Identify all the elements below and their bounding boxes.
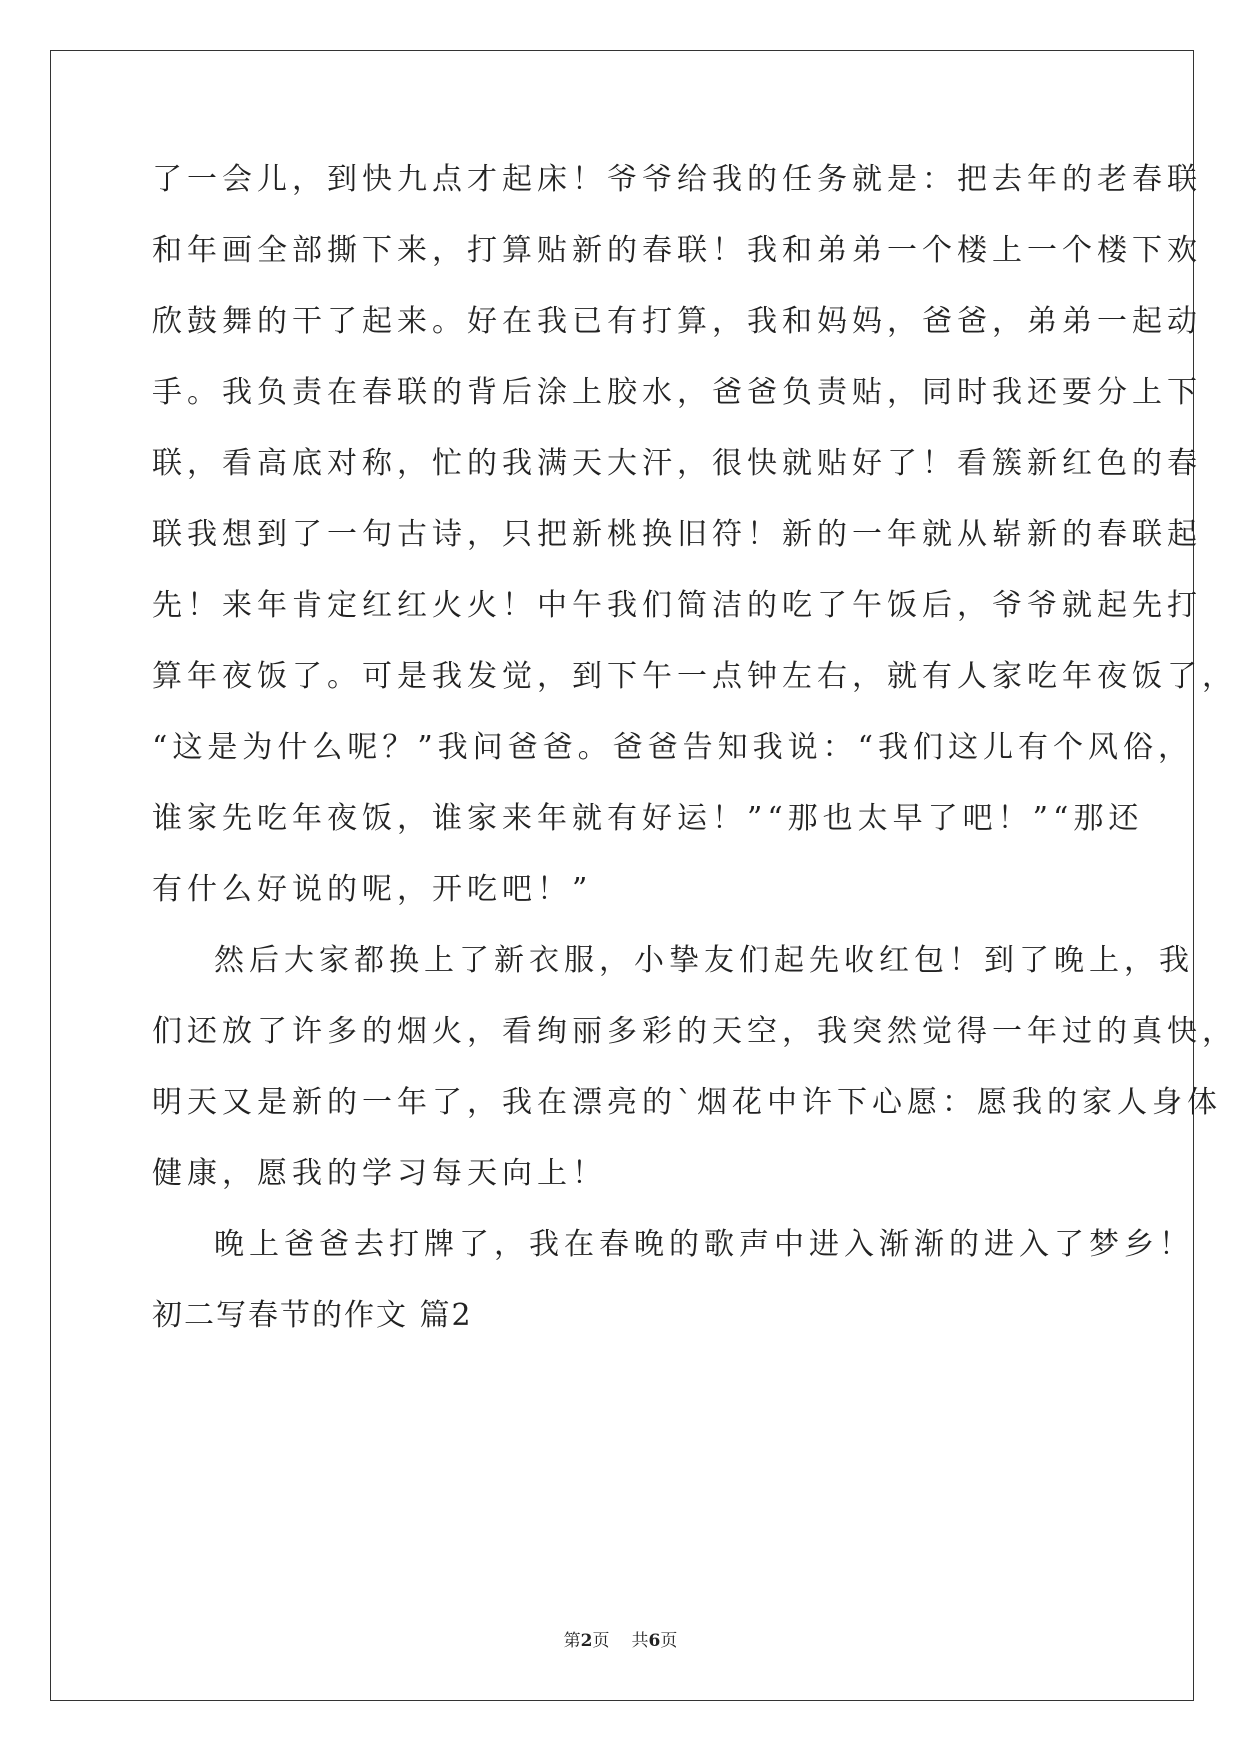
page-footer (0, 1629, 1241, 1653)
footer-total-prefix: 共 (631, 1631, 649, 1651)
footer-page-suffix: 页 (592, 1631, 610, 1651)
section-heading: 初二写春节的作文 篇2 (152, 1298, 473, 1333)
text-line: 了一会儿，到快九点才起床！爷爷给我的任务就是：把去年的老春联 (152, 162, 1202, 197)
footer-page-prefix: 第 (563, 1631, 581, 1651)
text-line: 明天又是新的一年了，我在漂亮的`烟花中许下心愿：愿我的家人身体 (152, 1085, 1222, 1120)
text-line: 健康，愿我的学习每天向上！ (152, 1156, 607, 1191)
text-line: 谁家先吃年夜饭，谁家来年就有好运！”“那也太早了吧！”“那还 (152, 801, 1144, 836)
footer-total-suffix: 页 (660, 1631, 678, 1651)
paragraph-first-line: 然后大家都换上了新衣服，小挚友们起先收红包！到了晚上，我 (214, 943, 1194, 978)
text-line: 手。我负责在春联的背后涂上胶水，爸爸负责贴，同时我还要分上下 (152, 375, 1202, 410)
text-line: 有什么好说的呢，开吃吧！” (152, 872, 593, 907)
footer-total-pages: 6 (648, 1631, 661, 1651)
text-line: 算年夜饭了。可是我发觉，到下午一点钟左右，就有人家吃年夜饭了， (152, 659, 1237, 694)
text-line: 欣鼓舞的干了起来。好在我已有打算，我和妈妈，爸爸，弟弟一起动 (152, 304, 1202, 339)
text-line: 们还放了许多的烟火，看绚丽多彩的天空，我突然觉得一年过的真快， (152, 1014, 1237, 1049)
footer-page-number: 2 (580, 1631, 593, 1651)
text-line: “这是为什么呢？”我问爸爸。爸爸告知我说：“我们这儿有个风俗， (152, 730, 1194, 765)
text-line: 联我想到了一句古诗，只把新桃换旧符！新的一年就从崭新的春联起 (152, 517, 1202, 552)
text-line: 先！来年肯定红红火火！中午我们简洁的吃了午饭后，爷爷就起先打 (152, 588, 1202, 623)
text-line: 和年画全部撕下来，打算贴新的春联！我和弟弟一个楼上一个楼下欢 (152, 233, 1202, 268)
text-line: 联，看高底对称，忙的我满天大汗，很快就贴好了！看簇新红色的春 (152, 446, 1202, 481)
paragraph-first-line: 晚上爸爸去打牌了，我在春晚的歌声中进入渐渐的进入了梦乡！ (214, 1227, 1194, 1262)
